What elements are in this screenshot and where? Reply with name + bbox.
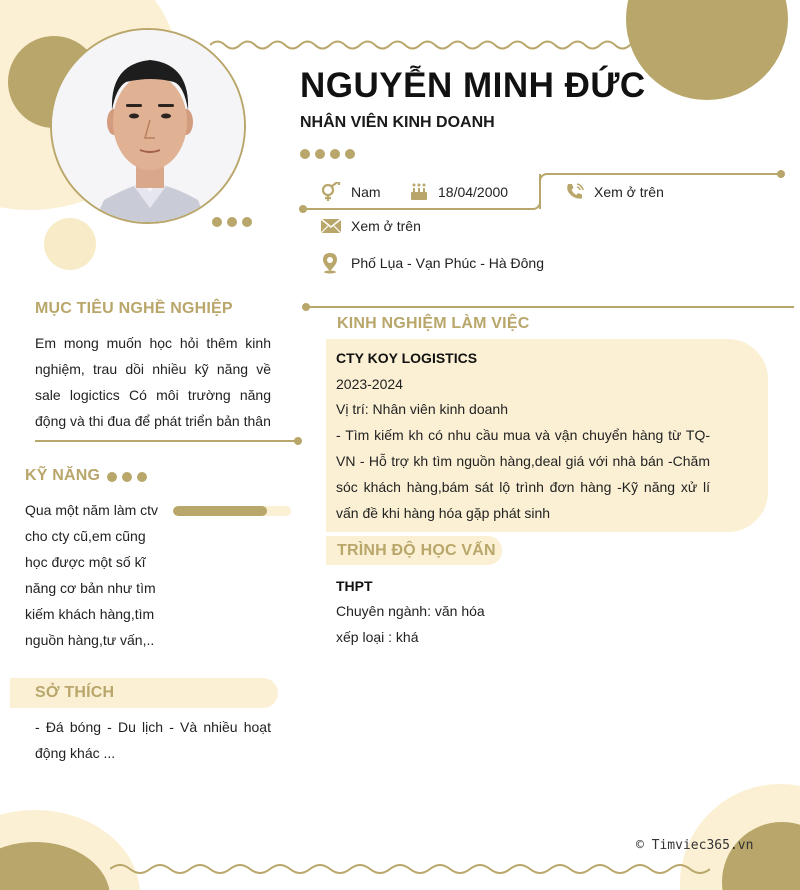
skill-item-text: Qua một năm làm ctv cho cty cũ,em cũng học được một số kĩ năng cơ bản như tìm kiếm khách hàng,tìm nguồn hàng,tư vấn,..	[25, 502, 159, 648]
deco-wave-top	[210, 30, 650, 60]
header-dots	[300, 146, 360, 164]
objective-title: MỤC TIÊU NGHỀ NGHIỆP	[35, 300, 233, 317]
experience-company: CTY KOY LOGISTICS	[336, 350, 478, 366]
education-title: TRÌNH ĐỘ HỌC VẤN	[337, 542, 496, 559]
phone-icon	[564, 182, 586, 202]
avatar-photo	[52, 30, 246, 224]
deco-wave-bottom	[110, 854, 710, 884]
contact-line-right-dot	[777, 170, 785, 178]
hobbies-text: - Đá bóng - Du lịch - Và nhiều hoạt động khác ...	[35, 719, 271, 761]
gender-value: Nam	[351, 184, 381, 200]
birthday-value: 18/04/2000	[438, 184, 509, 200]
email-value: Xem ở trên	[351, 218, 421, 234]
experience-divider-dot	[302, 303, 310, 311]
deco-small-circle	[44, 218, 96, 270]
education-major: Chuyên ngành: văn hóa	[336, 603, 485, 619]
skills-dots	[107, 469, 152, 487]
skill-level-bar	[173, 506, 291, 516]
email-icon	[320, 218, 342, 234]
address-value: Phố Lụa - Vạn Phúc - Hà Đông	[351, 255, 545, 271]
avatar	[50, 28, 246, 224]
cake-icon	[409, 182, 429, 202]
experience-divider	[306, 306, 794, 308]
experience-description: - Tìm kiếm kh có nhu cầu mua và vận chuyển hàng từ TQ-VN - Hỗ trợ kh tìm nguồn hàng,deal giá với nhà bán -Chăm sóc khách hàng,bám sát lộ trình đơn hàng -Kỹ năng xử lí vấn đề khi hàng hóa gặp phát sinh	[336, 427, 710, 521]
footer-copyright[interactable]: © Timviec365.vn	[636, 838, 754, 853]
contact-address	[320, 252, 544, 274]
job-title: NHÂN VIÊN KINH DOANH	[300, 114, 495, 131]
objective-text: Em mong muốn học hỏi thêm kinh nghiệm, trau dồi nhiều kỹ năng về sale logictics Có môi trường năng động và thi đua để phát triển bản thân	[35, 335, 271, 429]
objective-divider	[35, 440, 295, 442]
contact-email	[320, 218, 421, 234]
experience-period: 2023-2024	[336, 376, 403, 392]
experience-role: Vị trí: Nhân viên kinh doanh	[336, 401, 508, 417]
objective-divider-dot	[294, 437, 302, 445]
hobbies-title: SỞ THÍCH	[35, 684, 115, 701]
contact-line-left-dot	[299, 205, 307, 213]
gender-icon	[320, 182, 342, 202]
phone-value: Xem ở trên	[594, 184, 664, 200]
skills-title: KỸ NĂNG	[25, 467, 101, 484]
experience-title: KINH NGHIỆM LÀM VIỆC	[337, 315, 530, 332]
contact-phone	[564, 182, 664, 202]
skill-level-fill	[173, 506, 267, 516]
avatar-dots	[212, 214, 257, 232]
contact-birthday	[409, 182, 508, 202]
location-icon	[320, 252, 340, 274]
contact-gender	[320, 182, 381, 202]
education-school: THPT	[336, 578, 373, 594]
deco-top-right-circle	[626, 0, 788, 100]
education-grade: xếp loại : khá	[336, 629, 419, 645]
full-name: NGUYỄN MINH ĐỨC	[300, 66, 646, 105]
